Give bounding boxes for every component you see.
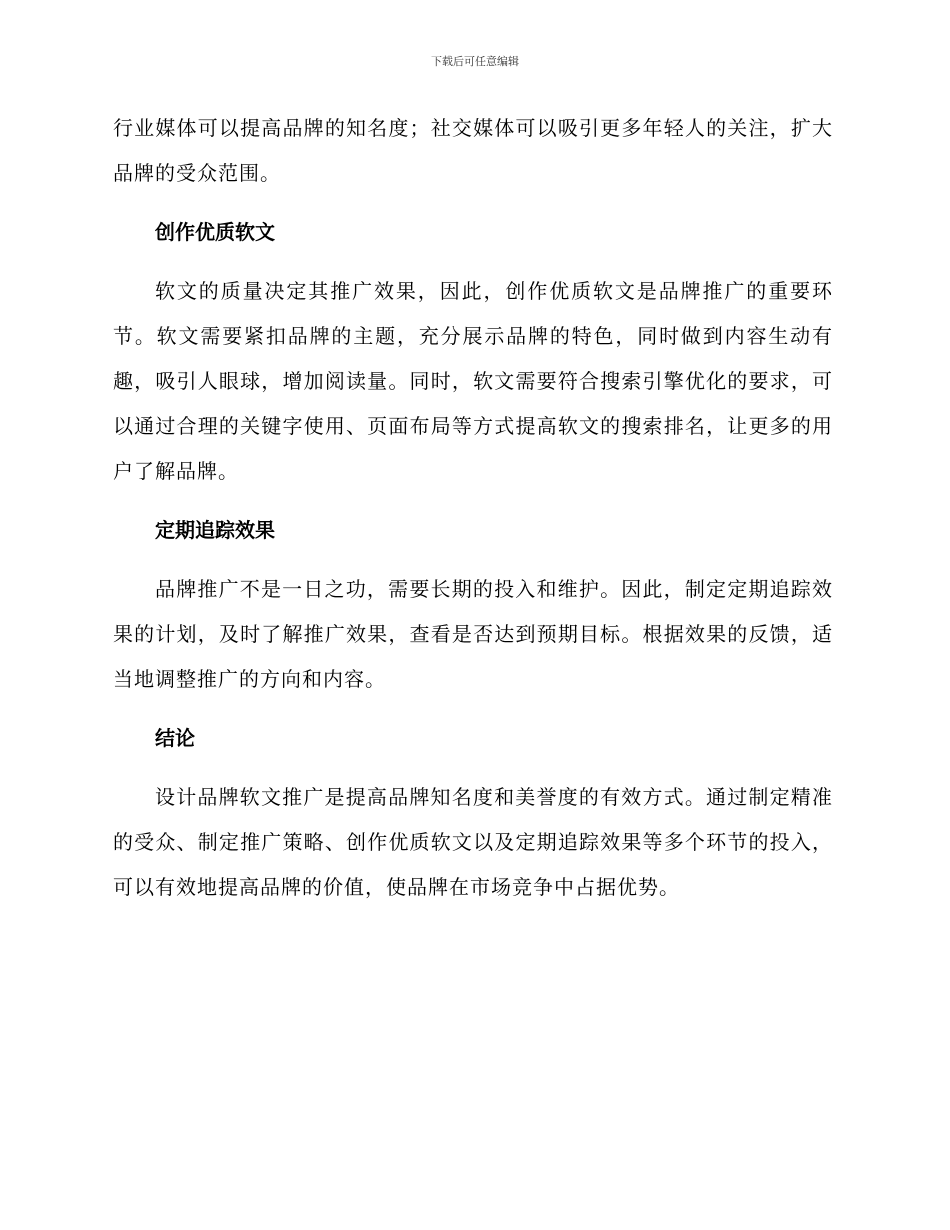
section-heading-quality-content: 创作优质软文 [155, 220, 275, 244]
paragraph-conclusion: 设计品牌软文推广是提高品牌知名度和美誉度的有效方式。通过制定精准的受众、制定推广策略、创作优质软文以及定期追踪效果等多个环节的投入，可以有效地提高品牌的价值，使品牌在市场竞争中占据优势。 [113, 785, 833, 899]
section-heading-tracking: 定期追踪效果 [155, 518, 275, 542]
document-body [113, 106, 833, 910]
section-heading-conclusion: 结论 [155, 726, 195, 750]
page-header: 下载后可任意编辑 [431, 55, 519, 68]
paragraph-media-intro: 行业媒体可以提高品牌的知名度；社交媒体可以吸引更多年轻人的关注，扩大品牌的受众范围。 [113, 116, 833, 185]
paragraph-quality-content: 软文的质量决定其推广效果，因此，创作优质软文是品牌推广的重要环节。软文需要紧扣品牌的主题，充分展示品牌的特色，同时做到内容生动有趣，吸引人眼球，增加阅读量。同时，软文需要符合搜索引擎优化的要求，可以通过合理的关键字使用、页面布局等方式提高软文的搜索排名，让更多的用户了解品牌。 [113, 279, 833, 483]
paragraph-tracking: 品牌推广不是一日之功，需要长期的投入和维护。因此，制定定期追踪效果的计划，及时了解推广效果，查看是否达到预期目标。根据效果的反馈，适当地调整推广的方向和内容。 [113, 577, 833, 691]
